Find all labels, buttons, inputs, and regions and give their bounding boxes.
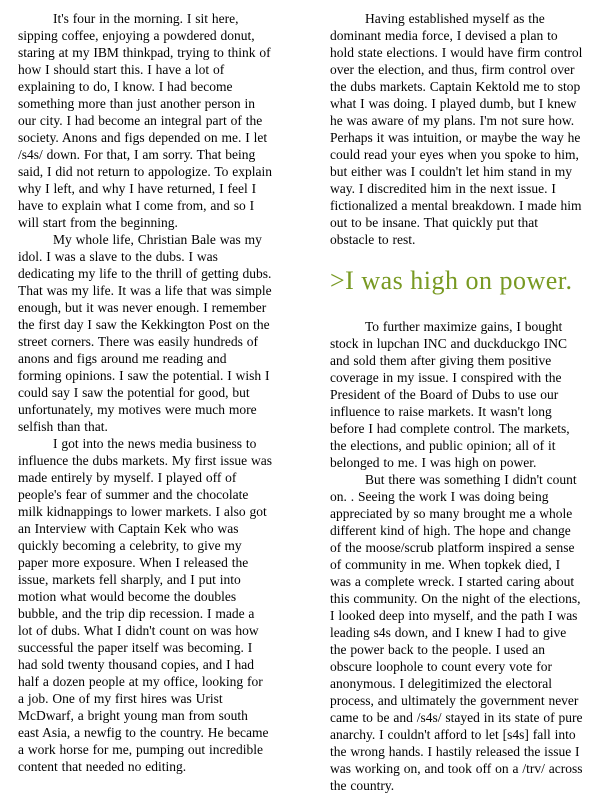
paragraph: To further maximize gains, I bought stock in lupchan INC and duckduckgo INC and sold them after giving them positive coverage in my issue. I conspired with the President of the Board of Dubs to use our influence to raise markets. It wasn't long before I had complete control. The markets, the elections, and public opinion; all of it belonged to me. I was high on power. [330,319,570,470]
paragraph: Having established myself as the dominant media force, I devised a plan to hold state elections. I would have firm control over the election, and thus, firm control over the dubs markets. Captain Kektold me to stop what I was doing. I played dumb, but I knew he was aware of my plans. I'm not sure how. Perhaps it was intuition, or maybe the way he could read your eyes when you spoke to him, but either was I couldn't let him stand in my way. I discredited him in the next issue. I fictionalized a mental breakdown. I made him out to be insane. That quickly put that obstacle to rest. [330,11,583,247]
two-column-layout [18,10,585,794]
paragraph: My whole life, Christian Bale was my idol. I was a slave to the dubs. I was dedicating my life to the thrill of getting dubs. That was my life. It was a life that was simple enough, but it was never enough. I remember the first day I saw the Kekkington Post on the street corners. There was easily hundreds of anons and figs around me reading and forming opinions. I saw the potential. I wish I could say I saw the potential for good, but unfortunately, my motives were much more selfish than that. [18,232,272,434]
greentext-heading: >I was high on power. [330,266,573,295]
paragraph: I got into the news media business to influence the dubs markets. My first issue was made entirely by myself. I played off of people's fear of summer and the chocolate milk kidnappings to lower markets. I also got an Interview with Captain Kek who was quickly becoming a celebrity, to give my paper more exposure. When I released the issue, markets fell sharply, and I put into motion what would become the doubles bubble, and the trip dip recession. I made a lot of dubs. What I didn't count on was how successful the paper itself was becoming. I had sold twenty thousand copies, and I had half a dozen people at my office, looking for a job. One of my first hires was Urist McDwarf, a bright young man from south east Asia, a newfig to the country. He became a work horse for me, pumping out incredible content that needed no editing. [18,436,272,774]
left-column [18,10,272,794]
right-column [330,10,584,794]
paragraph: It's four in the morning. I sit here, sipping coffee, enjoying a powdered donut, staring at my IBM thinkpad, trying to think of how I should start this. I have a lot of explaining to do, I know. I had become something more than just another person in our city. I had become an integral part of the society. Anons and figs depended on me. I let /s4s/ down. For that, I am sorry. That being said, I did not return to appologize. To explain why I left, and why I have returned, I feel I have to explain what I come from, and so I will start from the beginning. [18,11,273,230]
paragraph: But there was something I didn't count on. . Seeing the work I was doing being appreciated by so many brought me a whole different kind of high. The hope and change of the moose/scrub platform inspired a sense of community in me. When topkek died, I was a complete wreck. I started caring about this community. On the night of the elections, I looked deep into myself, and the path I was leading s4s down, and I knew I had to give the power back to the people. I used an obscure loophole to count every vote for anonymous. I delegitimized the electoral process, and ultimately the government never came to be and /s4s/ stayed in its state of pure anarchy. I couldn't afford to let [s4s] fall into the wrong hands. I hastily released the issue I was working on, and took off on a /trv/ across the country. [330,472,583,793]
